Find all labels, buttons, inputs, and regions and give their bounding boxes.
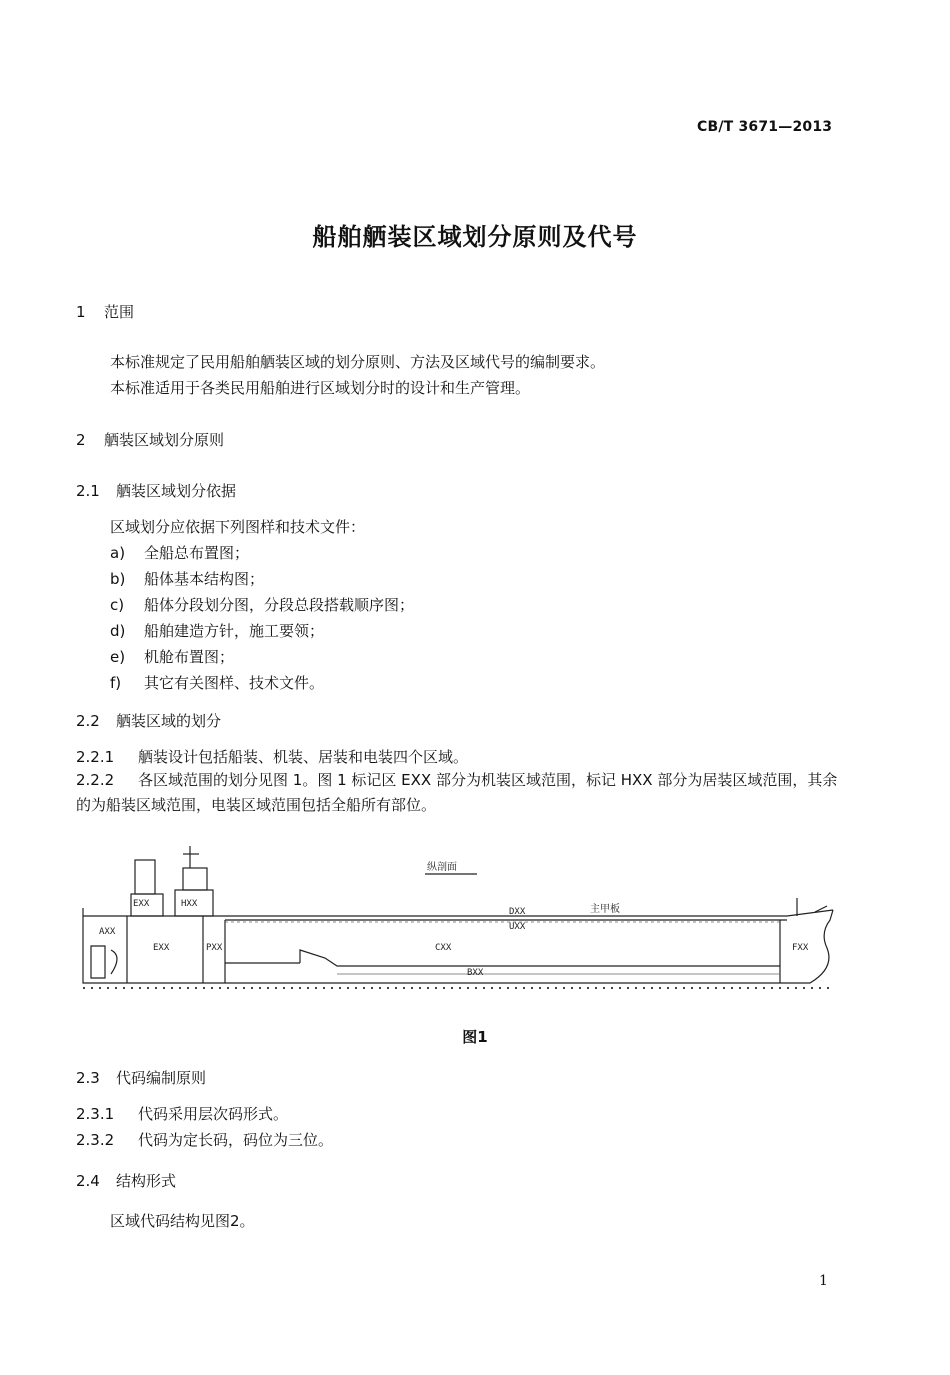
propeller: [111, 950, 117, 974]
list-item: [110, 568, 264, 589]
list-label: c): [110, 596, 125, 614]
forecastle-line: [787, 910, 833, 916]
section-title: 舾装区域的划分: [116, 712, 222, 730]
zone-bxx: BXX: [467, 968, 484, 978]
list-item: [110, 672, 324, 693]
clause-2-3-2: [76, 1129, 333, 1150]
section-title: 范围: [104, 303, 135, 321]
list-text: 其它有关图样、技术文件。: [144, 674, 325, 692]
section-number: 2.2: [76, 712, 100, 730]
clause-number: 2.2.2: [76, 771, 115, 789]
zone-pxx: PXX: [206, 943, 223, 953]
funnel: [135, 860, 155, 894]
list-text: 船体基本结构图；: [144, 570, 265, 588]
list-label: d): [110, 622, 126, 640]
clause-text: 代码采用层次码形式。: [138, 1105, 289, 1123]
list-label: e): [110, 648, 126, 666]
zone-exx: EXX: [153, 943, 170, 953]
list-label: b): [110, 570, 126, 588]
list-label: f): [110, 674, 122, 692]
section-number: 1: [76, 303, 86, 321]
hopper-line: [300, 950, 780, 966]
zone-uxx: UXX: [509, 922, 526, 932]
page-number: 1: [819, 1273, 828, 1289]
list-text: 全船总布置图；: [144, 544, 250, 562]
clause-number: 2.2.1: [76, 748, 115, 766]
figure-title: 纵剖面: [427, 862, 457, 873]
paragraph: 区域划分应依据下列图样和技术文件：: [110, 518, 366, 536]
section-title: 结构形式: [116, 1172, 177, 1190]
rudder: [91, 946, 105, 978]
clause-2-3-1: [76, 1103, 288, 1124]
zone-cxx: CXX: [435, 943, 452, 953]
list-item: [110, 646, 234, 667]
hull-outline: [83, 908, 833, 983]
list-text: 机舱布置图；: [144, 648, 235, 666]
wheelhouse: [183, 868, 207, 890]
list-item: [110, 542, 249, 563]
zone-hxx: HXX: [181, 899, 198, 909]
section-2-2-heading: [76, 710, 221, 731]
list-item: [110, 620, 324, 641]
list-text: 船体分段划分图，分段总段搭载顺序图；: [144, 596, 415, 614]
section-1-heading: [76, 301, 134, 322]
clause-text: 舾装设计包括船装、机装、居装和电装四个区域。: [138, 748, 469, 766]
paragraph: 本标准适用于各类民用船舶进行区域划分时的设计和生产管理。: [110, 379, 531, 397]
section-number: 2.1: [76, 482, 100, 500]
list-label: a): [110, 544, 126, 562]
clause-number: 2.3.2: [76, 1131, 115, 1149]
figure-caption: 图1: [462, 1028, 488, 1046]
paragraph: 区域代码结构见图2。: [110, 1212, 255, 1230]
zone-axx: AXX: [99, 927, 116, 937]
clause-text: 各区域范围的划分见图 1。图 1 标记区 EXX 部分为机装区域范围，标记 HXX 部分为居装区域范围，其余的为船装区域范围，电装区域范围包括全船所有部位。: [76, 771, 838, 814]
paragraph: 本标准规定了民用船舶舾装区域的划分原则、方法及区域代号的编制要求。: [110, 353, 606, 371]
list-item: [110, 594, 414, 615]
section-number: 2.4: [76, 1172, 100, 1190]
zone-exx-top: EXX: [133, 899, 150, 909]
section-number: 2.3: [76, 1069, 100, 1087]
section-title: 代码编制原则: [116, 1069, 207, 1087]
section-2-1-heading: [76, 480, 236, 501]
section-title: 舾装区域划分依据: [116, 482, 237, 500]
clause-2-2-1: [76, 746, 468, 767]
clause-number: 2.3.1: [76, 1105, 115, 1123]
document-title: 船舶舾装区域划分原则及代号: [312, 223, 638, 251]
main-deck-label: 主甲板: [590, 904, 620, 915]
zone-dxx: DXX: [509, 907, 526, 917]
zone-fxx: FXX: [792, 943, 809, 953]
section-2-4-heading: [76, 1170, 176, 1191]
section-2-heading: [76, 429, 224, 450]
clause-2-2-2: [76, 768, 846, 818]
list-text: 船舶建造方针，施工要领；: [144, 622, 325, 640]
clause-text: 代码为定长码，码位为三位。: [138, 1131, 334, 1149]
standard-number: CB/T 3671—2013: [697, 119, 833, 135]
section-number: 2: [76, 431, 86, 449]
ship-section-figure: [75, 838, 845, 1003]
section-title: 舾装区域划分原则: [104, 431, 225, 449]
section-2-3-heading: [76, 1067, 206, 1088]
